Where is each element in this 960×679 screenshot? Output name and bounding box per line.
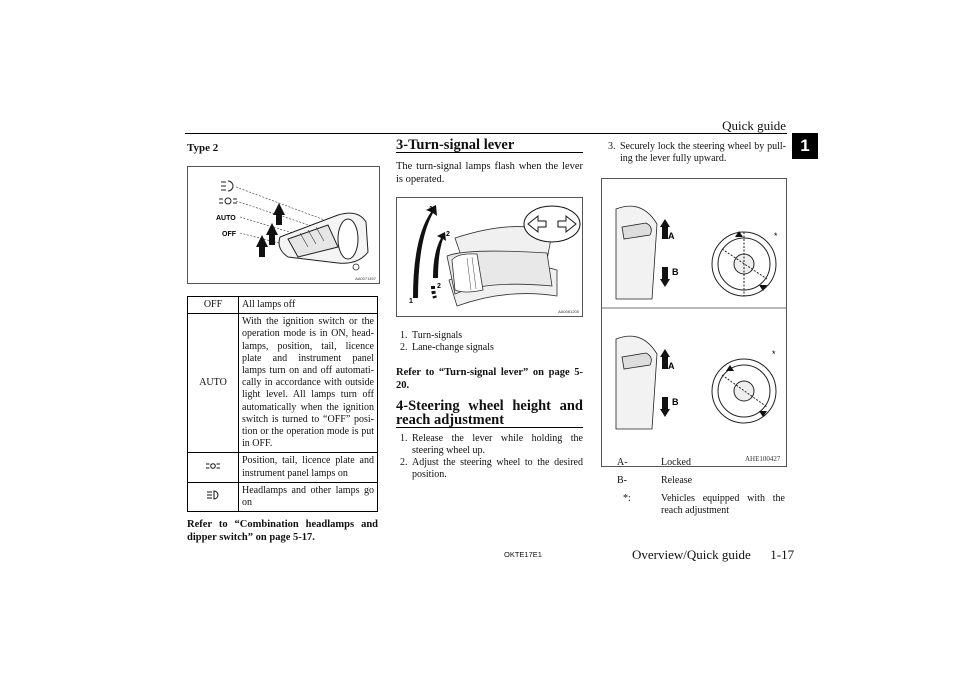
headlamp-icon-cell	[188, 482, 239, 511]
auto-label: AUTO	[216, 215, 236, 222]
table-row	[188, 482, 378, 511]
figure-code: AA0071497	[355, 276, 376, 281]
header-rule	[185, 133, 787, 134]
headlamp-switch-figure	[187, 166, 380, 284]
position-lamp-icon-cell	[188, 453, 239, 482]
off-label: OFF	[222, 231, 236, 238]
label-b-upper: B	[672, 267, 679, 277]
legend-item: B- Release	[617, 475, 693, 486]
steering-title: 4-Steering wheel height and reach adjustment	[396, 398, 583, 428]
table-row	[188, 314, 378, 453]
chapter-tab: 1	[792, 133, 818, 159]
combination-headlamps-reference: Refer to “Combination headlamps and dipper switch” on page 5-17.	[187, 519, 378, 543]
star-upper: *	[774, 231, 778, 241]
turn-signal-reference: Refer to “Turn-signal lever” on page 5-20.	[396, 367, 583, 391]
table-value: All lamps off	[239, 297, 378, 314]
table-key: OFF	[188, 297, 239, 314]
turn-signal-illustration	[397, 198, 582, 316]
table-value: Headlamps and other lamps go on	[239, 482, 378, 511]
list-item: 2. Lane-change signals	[400, 342, 494, 353]
turn-signal-body: The turn-signal lamps flash when the lever is operated.	[396, 161, 583, 185]
table-row	[188, 453, 378, 482]
list-item: 1. Turn-signals	[400, 330, 463, 341]
turn-signal-figure	[396, 197, 583, 317]
figure-code: AA0061205	[558, 309, 579, 314]
label-b-lower: B	[672, 397, 679, 407]
list-item: 2. Adjust the steering wheel to the desired position.	[400, 457, 583, 480]
list-item: 3. Securely lock the steering wheel by pull-ing the lever fully upward.	[608, 141, 786, 164]
turn-signal-label-2-bottom: 2	[437, 283, 441, 290]
type-label: Type 2	[187, 142, 219, 154]
section-title: Quick guide	[722, 118, 786, 133]
page-number: 1-17	[770, 547, 795, 562]
table-value: Position, tail, licence plate and instrument panel lamps on	[239, 453, 378, 482]
steering-adjust-illustration	[602, 179, 786, 466]
turn-signal-title: 3-Turn-signal lever	[396, 138, 583, 153]
legend-item: *: Vehicles equipped with the reach adjustment	[623, 493, 785, 516]
label-a-lower: A	[668, 361, 675, 371]
turn-signal-label-2-top: 2	[446, 231, 450, 238]
headlamp-icon	[206, 490, 220, 500]
step-3	[608, 141, 786, 165]
steering-legend	[617, 457, 785, 523]
headlamp-switch-illustration	[188, 167, 379, 283]
steering-list	[400, 433, 583, 481]
table-row	[188, 297, 378, 314]
headlamp-switch-table	[187, 296, 378, 512]
table-key: AUTO	[188, 314, 239, 453]
turn-signal-label-1-bottom: 1	[409, 298, 413, 305]
document-code: OKTE17E1	[504, 550, 542, 559]
footer-section: Overview/Quick guide	[632, 547, 751, 562]
list-item: 1. Release the lever while holding the steering wheel up.	[400, 433, 583, 456]
legend-item: A- Locked	[617, 457, 691, 468]
steering-adjust-figure	[601, 178, 787, 467]
label-a-upper: A	[668, 231, 675, 241]
turn-signal-list	[400, 330, 583, 354]
figure-code: AHE100427	[745, 455, 781, 463]
position-lamp-icon	[205, 461, 221, 471]
star-lower: *	[772, 349, 776, 359]
page-footer	[632, 547, 794, 563]
table-value: With the ignition switch or the operation mode is in ON, head-lamps, position, tail, licence plate and instrument panel lamps turn on and off automati-cally in accordance with outside light level. All lamps turn off automatically when the ignition switch is turned to “OFF” posi-tion or the operation mode is put in OFF.	[239, 314, 378, 453]
turn-signal-label-1-top: 1	[429, 206, 433, 213]
